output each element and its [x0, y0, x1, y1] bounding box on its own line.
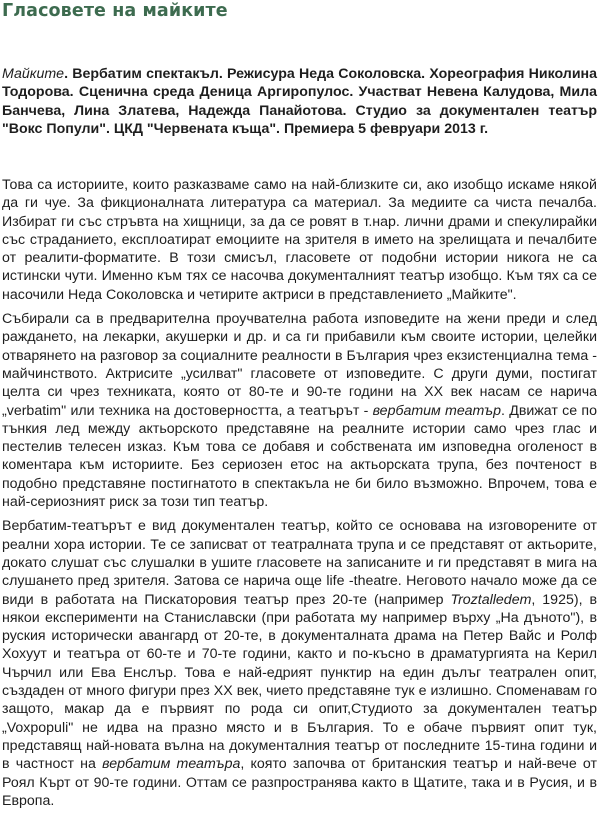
paragraph-3-text-c: , която започва от британския театър и най-вече от Роял Кърт от 90-те години. Оттам се разпространява както в Щатите, така и в Русия, и в Европа. [2, 756, 598, 809]
paragraph-2 [2, 310, 597, 511]
article-body [2, 176, 597, 816]
paragraph-3-emphasis-1: Troztalledem [450, 591, 532, 608]
paragraph-3-text-b: , 1925), в някои експерименти на Станиславски (при работата му например върху „На дъното"), в руския исторически авангард от 20-те, в документалната драма на Петер Вайс и Ролф Хохуут и театъра от 60-те и 70-те години, както и по-късно в драматургията на Керил Чърчил или Ева Енслър. Това е най-едрият пунктир на един дълъг театрален опит, създаден от много фигури през XX век, чието представяне тук е излишно. Споменавам го защото, макар да е първият по рода си опит,Студиото за документален театър „Voxpopuli" не идва на празно място и в България. То е обаче първият опит тук, представящ най-новата вълна на документалния театър от последните 15-тина години и в частност на [2, 591, 597, 773]
show-title: Майките [2, 66, 65, 82]
paragraph-3 [2, 517, 597, 810]
paragraph-2-emphasis: вербатим театър [372, 402, 502, 419]
paragraph-2-text-b: . Движат се по тънкия лед между актьорското представяне на реалните истории само чрез глас и пестелив телесен изказ. Към това се добавя и собствената им изповедна оголеност в коментара към историите. Без сериозен етос на актьорската трупа, без почтеност в подобно представяне постигнатото в спектакъла не би било възможно. Впрочем, това е най-сериозният риск за този тип театър. [2, 402, 597, 511]
paragraph-2-text-a: Събирали са в предварителна проучвателна работа изповедите на жени преди и след раждането, на лекарки, акушерки и др. и са ги прибавили към своите истории, целейки отварянето на разговор за социалните реалности в България чрез екзистенциална тема - майчинството. Актрисите „усилват" гласовете от изповедите. С други думи, постигат целта си чрез техниката, която от 80-те и 90-те години на XX век насам се нарича „verbatim" или техника на достоверността, а театърът - [2, 311, 597, 419]
paragraph-1: Това са историите, които разказваме само на най-близките си, ако изобщо искаме някой да ги чуе. За фикционалната литература са материал. За медиите са чиста печалба. Избират ги със стръвта на хищници, за да се ровят в т.нар. лични драми и спекулирайки със страданието, експлоатират емоциите на зрителя в името на зрелищата и печалбите от реалити-форматите. В този смисъл, гласовете от подобни истории никога не са истински чути. Именно към тях се насочва документалният театър изобщо. Към тях са се насочили Неда Соколовска и четирите актриси в представлението „Майките". [2, 177, 597, 303]
production-credits [2, 65, 597, 139]
article-title: Гласовете на майките [2, 1, 228, 21]
credits-text: . Вербатим спектакъл. Режисура Неда Соколовска. Хореография Николина Тодорова. Сценична среда Деница Аргиропулос. Участват Невена Калудова, Мила Банчева, Лина Златева, Надежда Панайотова. Студио за документален театър "Вокс Попули". ЦКД "Червената къща". Премиера 5 февруари 2013 г. [2, 66, 597, 138]
paragraph-3-text-a: Вербатим-театърът е вид документален театър, който се основава на изговорените от реални хора истории. Те се записват от театралната трупа и се представят от актьорите, докато слушат със слушалки в ушите гласовете на записаните и ги представят в мига на слушането пред зрителя. Затова се нарича още life -theatre. Неговото начало може да се види в работата на Пискаторовия театър през 20-те (например [2, 518, 597, 608]
paragraph-3-emphasis-2: вербатим театъра [102, 756, 241, 773]
